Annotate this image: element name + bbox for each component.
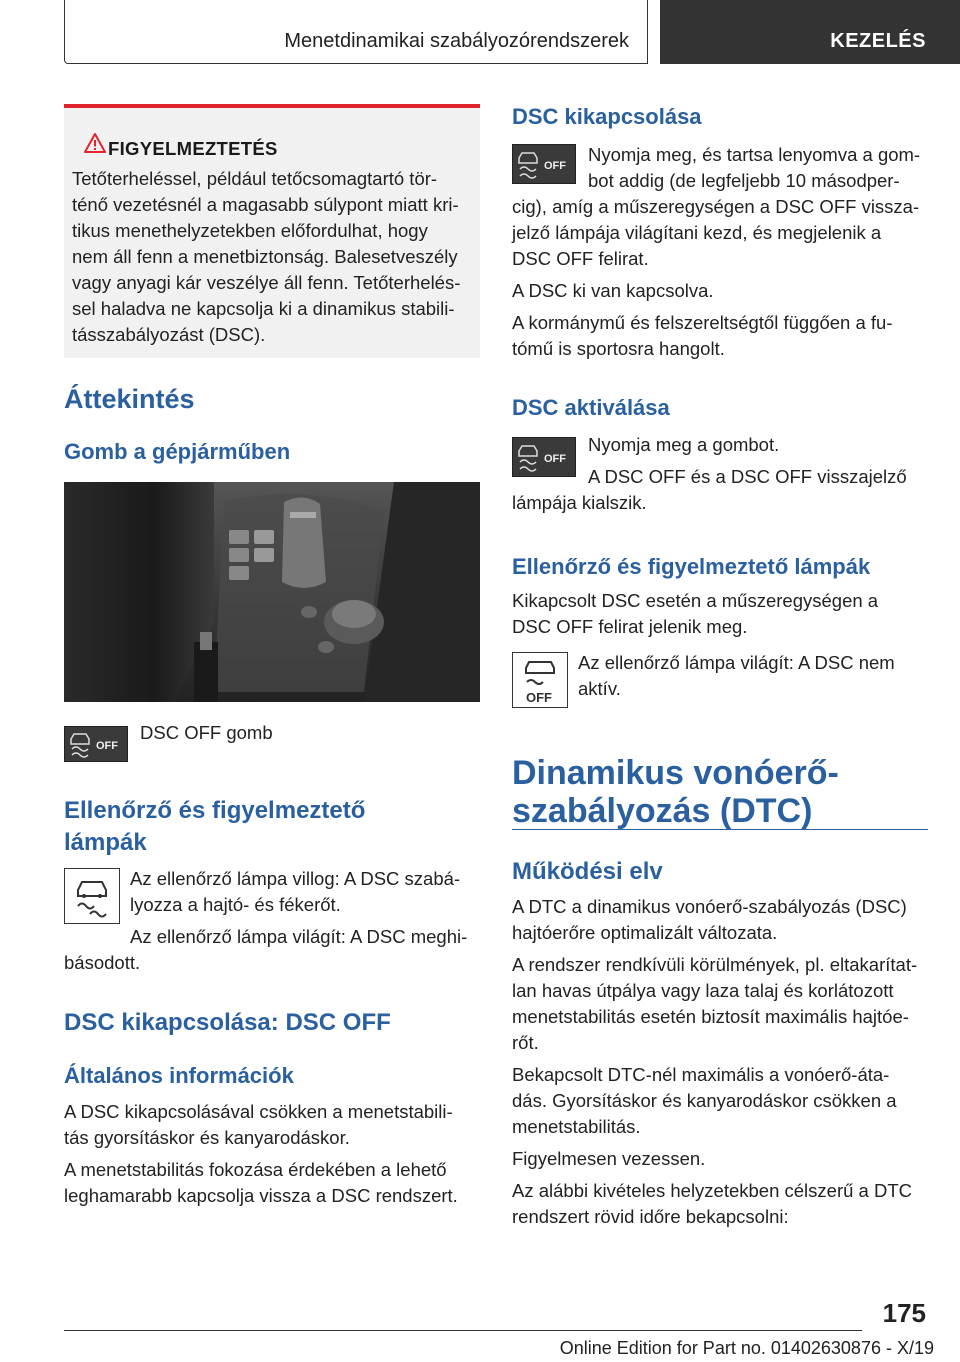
deactivate-line: cig), amíg a műszeregységen a DSC OFF vissza- [512, 196, 920, 217]
dsc-off-icon-label: OFF [544, 160, 566, 172]
lamps-text [512, 588, 878, 640]
overview-heading: Áttekintés [64, 384, 195, 414]
indicator-lit-line: Az ellenőrző lámpa világít: A DSC meghi- [130, 926, 468, 947]
section-rule [512, 829, 928, 830]
dsc-off-heading: DSC kikapcsolása: DSC OFF [64, 1009, 391, 1036]
lamps-line: Kikapcsolt DSC esetén a műszeregységen a [512, 590, 879, 611]
warning-line: vagy anyagi kár veszélye áll fenn. Tetőterhelés- [72, 272, 461, 293]
deactivate-note: A kormánymű és felszereltségtől függően a fu- [512, 312, 893, 333]
warning-line: tikus menethelyzetekben előfordulhat, hogy [72, 220, 428, 241]
lamps-line: DSC OFF felirat jelenik meg. [512, 616, 748, 637]
dsc-off-lamp-icon [512, 652, 568, 708]
warning-line: sel haladva ne kapcsolja ki a dinamikus stabili- [72, 298, 455, 319]
dsc-off-icon-label: OFF [96, 740, 118, 752]
principle-line: Bekapcsolt DTC-nél maximális a vonóerő-áta- [512, 1064, 890, 1085]
indicator-flash-text [130, 866, 460, 918]
edition-note: Online Edition for Part no. 01402630876 - X/19 [559, 1338, 934, 1358]
principle-line: dás. Gyorsításkor és kanyarodáskor csökken a [512, 1090, 897, 1111]
general-line: A menetstabilitás fokozása érdekében a lehető [64, 1159, 447, 1180]
principle-line: A rendszer rendkívüli körülmények, pl. eltakarítat- [512, 954, 918, 975]
header-section: KEZELÉS [830, 30, 926, 52]
deactivate-text-indented [588, 142, 920, 194]
principle-line: rendszert rövid időre bekapcsolni: [512, 1206, 789, 1227]
lamp-lit-line: aktív. [578, 678, 621, 699]
lamp-lit-text [578, 650, 895, 702]
page-number: 175 [882, 1298, 926, 1328]
dtc-title-line: Dinamikus vonóerő- [512, 754, 839, 792]
deactivate-note: tómű is sportosra hangolt. [512, 338, 725, 359]
indicator-flash-line: lyozza a hajtó- és fékerőt. [130, 894, 341, 915]
dsc-off-button-icon [512, 144, 576, 184]
dsc-off-caption: DSC OFF gomb [140, 722, 273, 743]
deactivate-state: A DSC ki van kapcsolva. [512, 280, 714, 301]
warning-line: nem áll fenn a menetbiztonság. Balesetveszély [72, 246, 458, 267]
warning-box [64, 104, 480, 358]
warning-triangle-icon [84, 132, 106, 154]
dsc-off-icon-label: OFF [544, 453, 566, 465]
activate-line: lámpája kialszik. [512, 492, 647, 513]
principle-line: rőt. [512, 1032, 539, 1053]
dsc-off-button-icon [64, 726, 128, 762]
warning-line: tásszabályozást (DSC). [72, 324, 266, 345]
warning-line: ténő vezetésnél a magasabb súlypont miatt kri- [72, 194, 459, 215]
lamp-off-label: OFF [526, 690, 552, 705]
header-section-box [660, 0, 960, 64]
indicator-heading-line: lámpák [64, 829, 147, 856]
principle-heading: Működési elv [512, 858, 663, 885]
footer-rule [64, 1330, 862, 1331]
general-line: A DSC kikapcsolásával csökken a menetstabili- [64, 1101, 453, 1122]
dtc-title-line: szabályozás (DTC) [512, 792, 813, 830]
activate-line: Nyomja meg a gombot. [588, 434, 780, 455]
principle-line: menetstabilitás esetén biztosít maximális hajtóe- [512, 1006, 909, 1027]
principle-line: menetstabilitás. [512, 1116, 641, 1137]
deactivate-line: jelző lámpája világítani kezd, és megjelenik a [512, 222, 882, 243]
deactivate-line: Nyomja meg, és tartsa lenyomva a gom- [588, 144, 921, 165]
deactivate-line: bot addig (de legfeljebb 10 másodper- [588, 170, 900, 191]
indicator-heading-line: Ellenőrző és figyelmeztető [64, 797, 366, 824]
principle-line: hajtóerőre optimalizált változata. [512, 922, 778, 943]
deactivate-line: DSC OFF felirat. [512, 248, 649, 269]
general-line: tás gyorsításkor és kanyarodáskor. [64, 1127, 350, 1148]
indicator-heading [64, 795, 365, 859]
principle-text [512, 894, 917, 1230]
indicator-flash-line: Az ellenőrző lámpa villog: A DSC szabá- [130, 868, 461, 889]
activate-line: A DSC OFF és a DSC OFF visszajelző [588, 466, 907, 487]
header-title: Menetdinamikai szabályozórendszerek [284, 30, 629, 52]
activate-text-indented [588, 432, 907, 490]
general-text [64, 1099, 458, 1209]
button-heading: Gomb a gépjárműben [64, 439, 291, 464]
principle-line: A DTC a dinamikus vonóerő-szabályozás (DSC) [512, 896, 907, 917]
dtc-title [512, 754, 839, 830]
general-line: leghamarabb kapcsolja vissza a DSC rendszert. [64, 1185, 458, 1206]
principle-line: lan havas útpálya vagy laza talaj és korlátozott [512, 980, 894, 1001]
center-console-image [64, 482, 480, 702]
warning-text [72, 166, 476, 348]
indicator-lit-line: básodott. [64, 952, 141, 973]
lamps-heading: Ellenőrző és figyelmeztető lámpák [512, 554, 871, 579]
lamp-lit-line: Az ellenőrző lámpa világít: A DSC nem [578, 652, 895, 673]
deactivate-heading: DSC kikapcsolása [512, 104, 702, 129]
dsc-indicator-lamp-icon [64, 868, 120, 924]
dsc-off-button-icon [512, 437, 576, 477]
warning-line: Tetőterheléssel, például tetőcsomagtartó tör- [72, 168, 438, 189]
header-title-box [64, 0, 648, 64]
principle-line: Az alábbi kivételes helyzetekben célszerű a DTC [512, 1180, 912, 1201]
activate-heading: DSC aktiválása [512, 395, 670, 420]
principle-line: Figyelmesen vezessen. [512, 1148, 706, 1169]
deactivate-text [512, 194, 919, 362]
warning-heading: FIGYELMEZTETÉS [108, 138, 278, 159]
general-heading: Általános információk [64, 1063, 294, 1088]
